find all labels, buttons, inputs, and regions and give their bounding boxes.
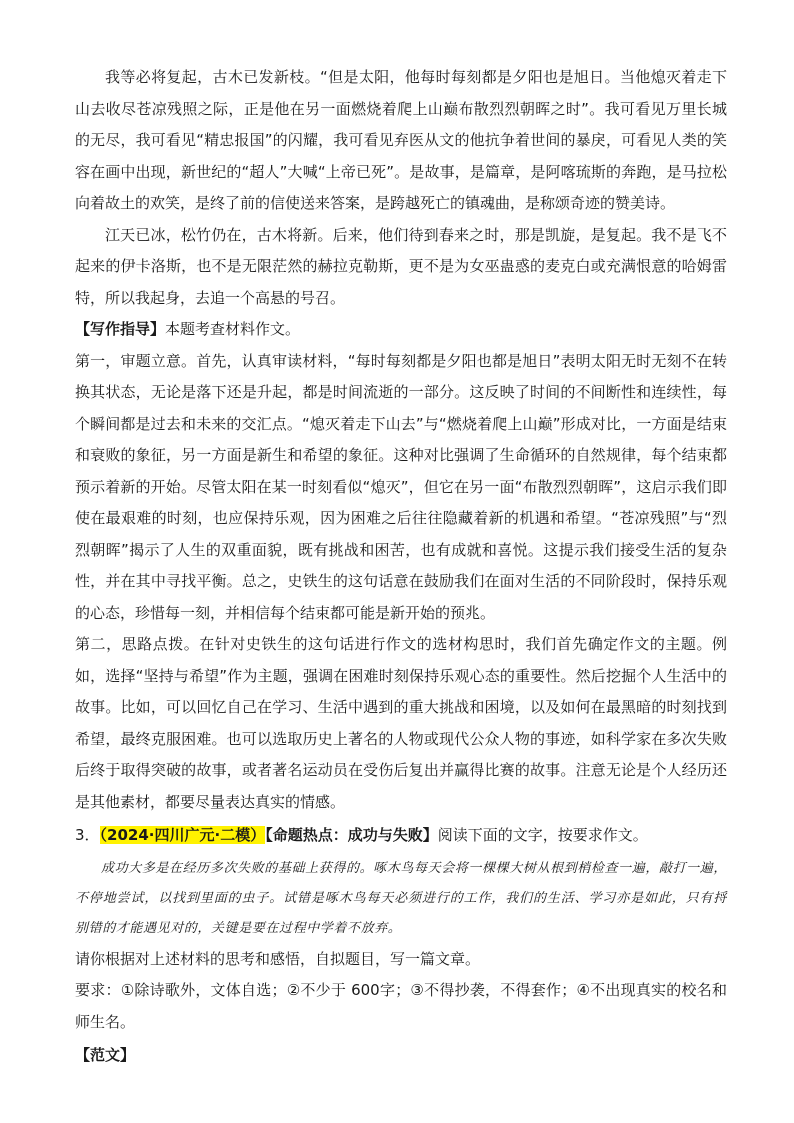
writing-guide-intro: 本题考查材料作文。	[165, 320, 301, 338]
question-task: 请你根据对上述材料的思考和感悟，自拟题目，写一篇文章。	[75, 949, 481, 968]
essay-paragraph-1: 我等必将复起，古木已发新枝。“但是太阳，他每时每刻都是夕阳也是旭日。当他熄灭着走下山去收尽苍凉残照之际，正是他在另一面燃烧着爬上山巅布散烈烈朝晖之时”。我可看见万里长城的无尽，我可看见“精忠报国”的闪耀，我可看见弃医从文的他抗争着世间的暴戾，可看见人类的笑容在画中出现，新世纪的“超人”大喊“上帝已死”。是故事，是篇章，是阿喀琉斯的奔跑，是马拉松向着故土的欢笑，是终了前的信使送来答案，是跨越死亡的镇魂曲，是称颂奇迹的赞美诗。	[75, 68, 727, 212]
question-number: 3．	[75, 826, 100, 844]
question-hot-topic: 【命题热点：成功与失败】	[265, 826, 438, 844]
guide-paragraph-2: 第二，思路点拨。在针对史铁生的这句话进行作文的选材构思时，我们首先确定作文的主题。例如，选择“坚持与希望”作为主题，强调在困难时刻保持乐观心态的重要性。然后挖掘个人生活中的故事。比如，可以回忆自己在学习、生活中遇到的重大挑战和困境，以及如何在最黑暗的时刻找到希望，最终克服困难。也可以选取历史上著名的人物或现代公众人物的事迹，如科学家在多次失败后终于取得突破的故事，或者著名运动员在受伤后复出并赢得比赛的故事。注意无论是个人经历还是其他素材，都要尽量表达真实的情感。	[75, 635, 727, 811]
writing-guide-heading	[75, 314, 727, 346]
model-essay-label: 【范文】	[75, 1046, 136, 1064]
document-body	[75, 62, 727, 1072]
question-instruction: 阅读下面的文字，按要求作文。	[437, 826, 648, 844]
guide-paragraph-1: 第一，审题立意。首先，认真审读材料，“每时每刻都是夕阳也都是旭日”表明太阳无时无刻不在转换其状态，无论是落下还是升起，都是时间流逝的一部分。这反映了时间的不间断性和连续性，每个瞬间都是过去和未来的交汇点。“熄灭着走下山去”与“燃烧着爬上山巅”形成对比，一方面是结束和衰败的象征，另一方面是新生和希望的象征。这种对比强调了生命循环的自然规律，每个结束都预示着新的开始。尽管太阳在某一时刻看似“熄灭”，但它在另一面“布散烈烈朝晖”，这启示我们即使在最艰难的时刻，也应保持乐观，因为困难之后往往隐藏着新的机遇和希望。“苍凉残照”与“烈烈朝晖”揭示了人生的双重面貌，既有挑战和困苦，也有成就和喜悦。这提示我们接受生活的复杂性，并在其中寻找平衡。总之，史铁生的这句话意在鼓励我们在面对生活的不同阶段时，保持乐观的心态，珍惜每一刻，并相信每个结束都可能是新开始的预兆。	[75, 351, 727, 622]
essay-paragraph-2: 江天已冰，松竹仍在，古木将新。后来，他们待到春来之时，那是凯旋，是复起。我不是飞不起来的伊卡洛斯，也不是无限茫然的赫拉克勒斯，更不是为女巫蛊惑的麦克白或充满恨意的哈姆雷特，所以我起身，去追一个高悬的号召。	[75, 225, 727, 307]
question-material: 成功大多是在经历多次失败的基础上获得的。啄木鸟每天会将一棵棵大树从根到梢检查一遍，敲打一遍，不停地尝试，以找到里面的虫子。试错是啄木鸟每天必须进行的工作，我们的生活、学习亦是如此，只有捋别错的才能遇见对的，关键是要在过程中学着不放弃。	[75, 860, 727, 936]
question-3-heading	[75, 820, 727, 852]
writing-guide-label: 【写作指导】	[75, 320, 166, 338]
question-requirements: 要求：①除诗歌外，文体自选；②不少于 600字；③不得抄袭，不得套作；④不出现真实的校名和师生名。	[75, 981, 727, 1031]
question-source: （2024·四川广元·二模）	[99, 826, 266, 844]
